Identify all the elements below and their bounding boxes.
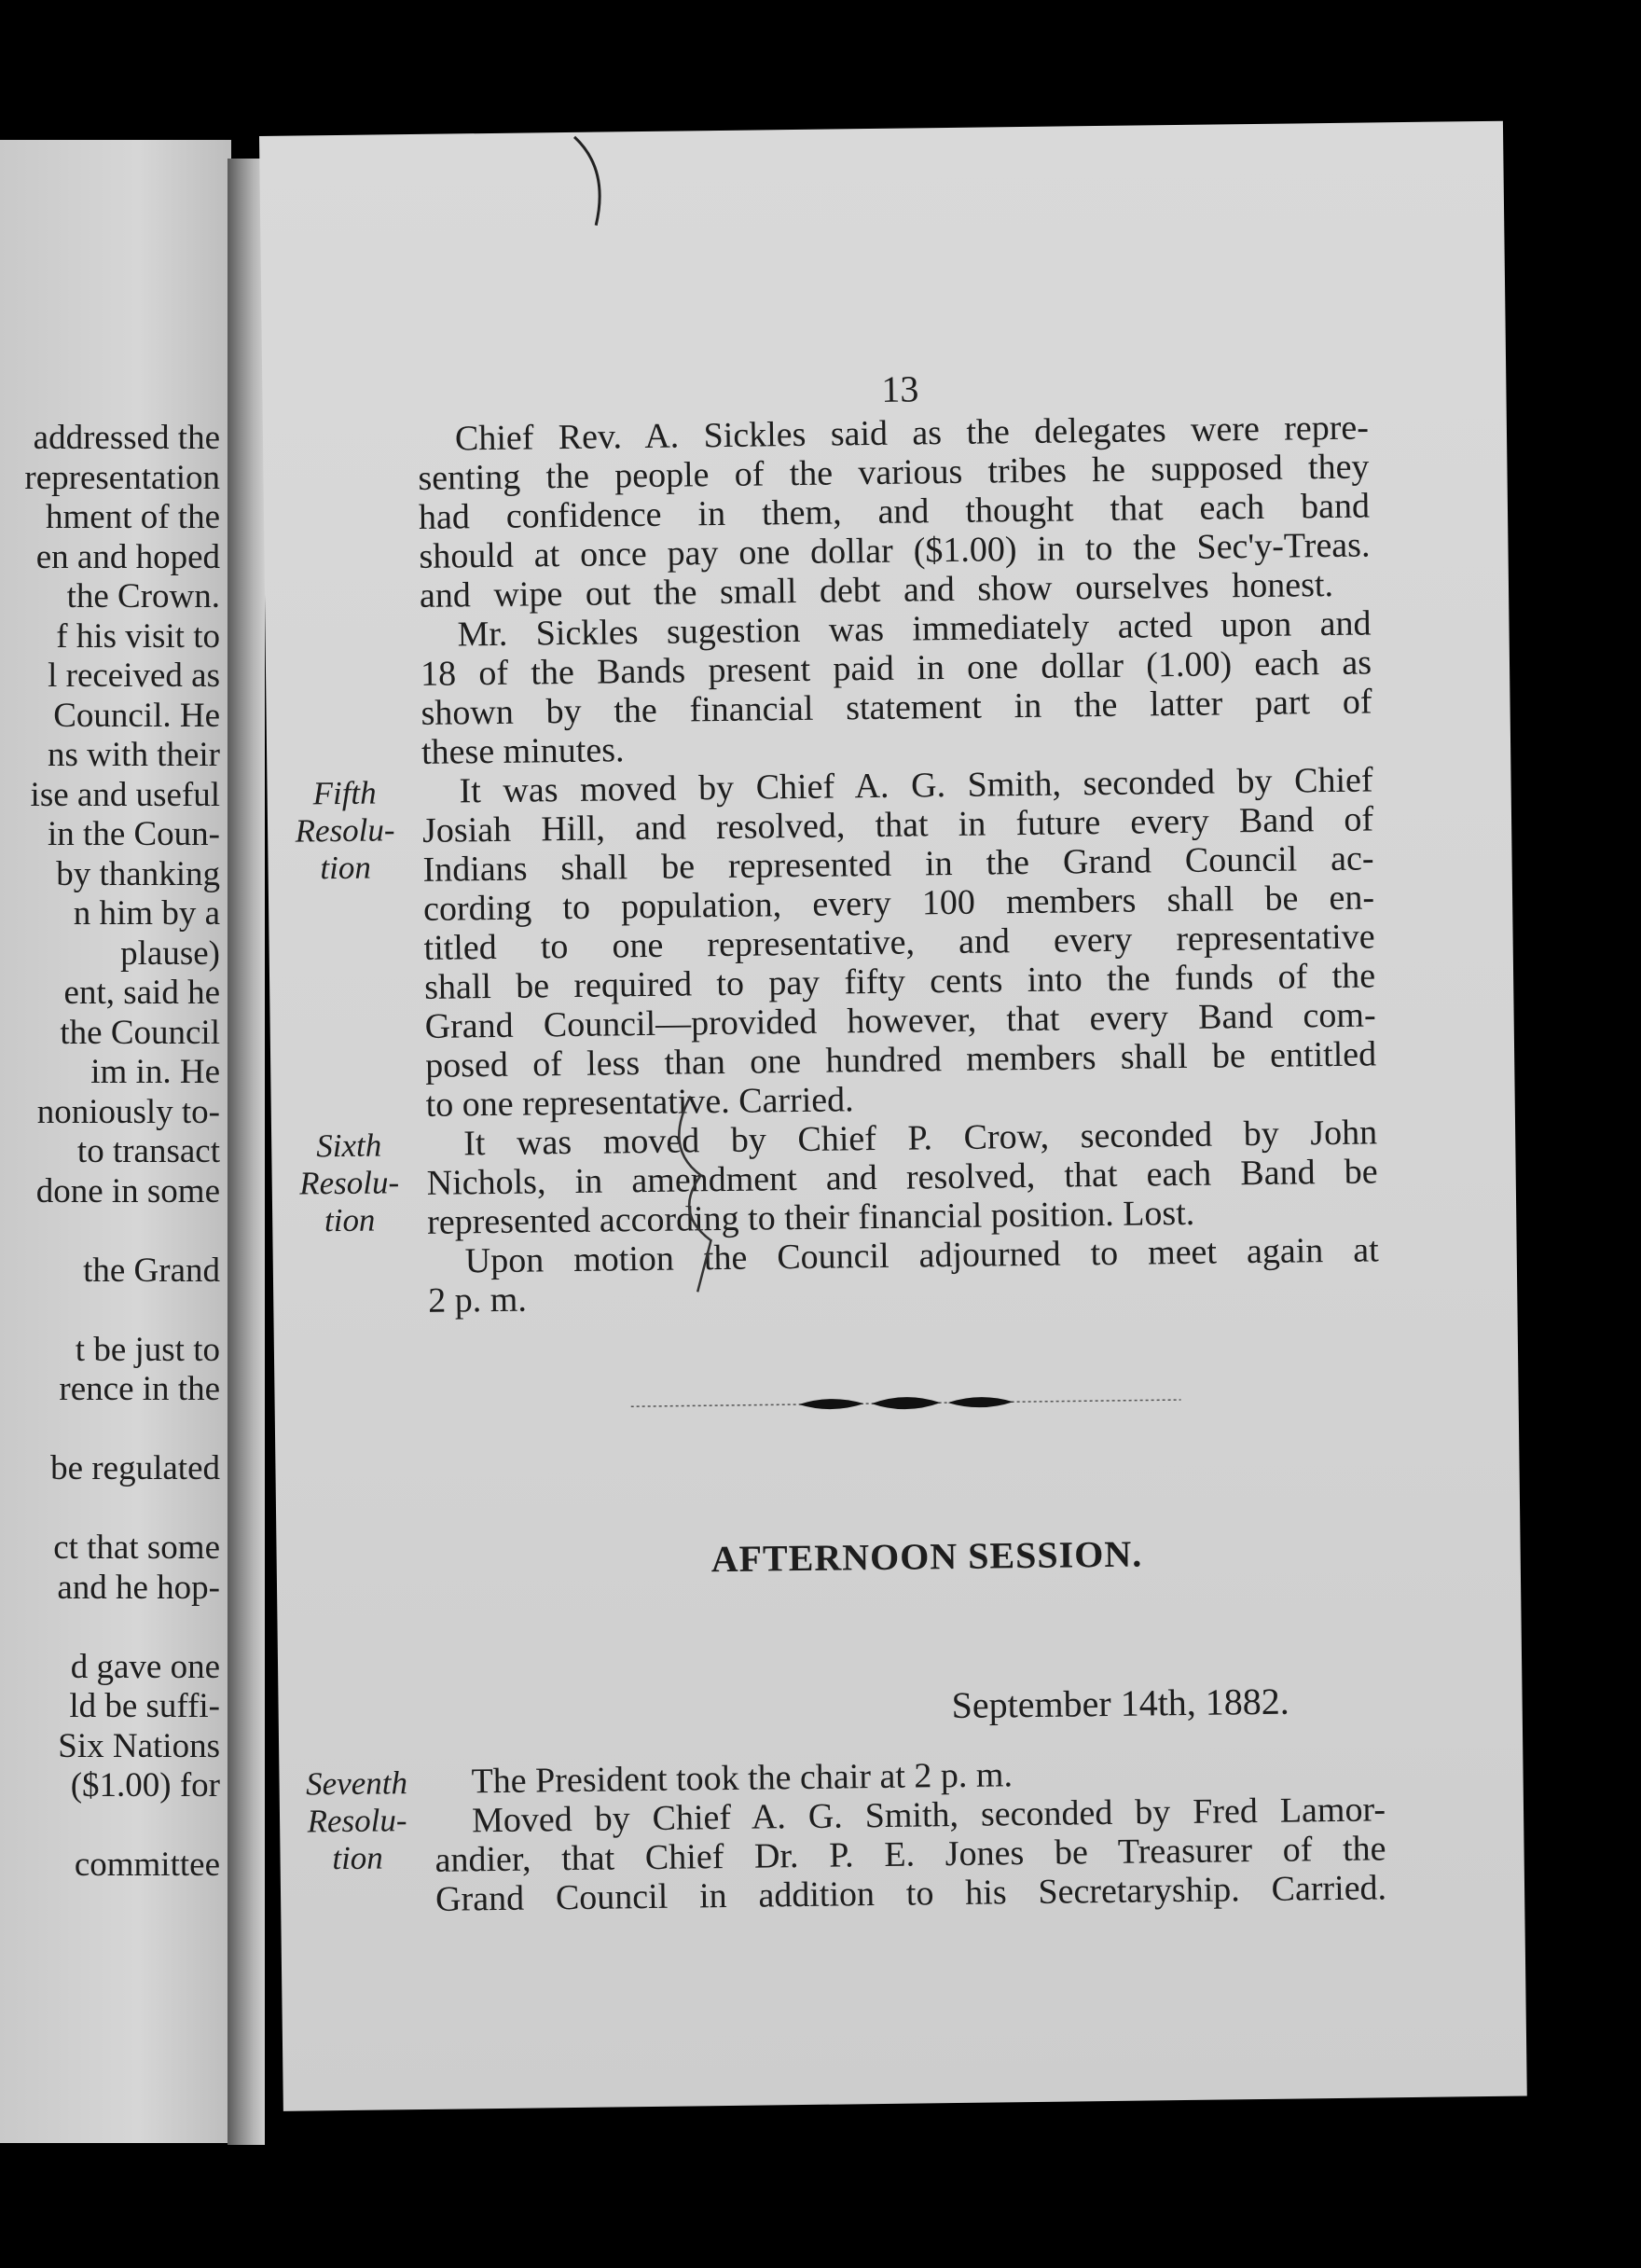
margin-note-line: tion xyxy=(320,849,372,887)
pencil-mark xyxy=(654,1091,740,1297)
left-page-line: t be just to xyxy=(75,1330,220,1369)
text-line: It was moved by Chief P. Crow, seconded by John xyxy=(462,1113,1378,1164)
margin-note-line: Fifth xyxy=(312,774,377,812)
text-line: and wipe out the small debt and show ourselves honest. xyxy=(419,564,1334,615)
text-line: shall be required to pay fifty cents into the funds of the xyxy=(423,956,1376,1007)
text-line: Mr. Sickles sugestion was immediately acted upon and xyxy=(457,603,1372,655)
text-line: Grand Council in addition to his Secretaryship. Carried. xyxy=(434,1868,1387,1919)
left-page-line: and he hop- xyxy=(57,1568,220,1607)
margin-note-seventh-resolution xyxy=(286,1764,427,1878)
left-page-line: done in some xyxy=(35,1171,220,1210)
margin-note-line: tion xyxy=(332,1839,384,1877)
text-line: Josiah Hill, and resolved, that in future every Band of xyxy=(421,799,1374,850)
text-line: had confidence in them, and thought that each band xyxy=(418,486,1371,537)
text-line: posed of less than one hundred members shall be entitled xyxy=(424,1034,1377,1086)
pencil-mark xyxy=(567,131,624,235)
text-line: cording to population, every 100 members shall be en- xyxy=(422,878,1375,929)
left-page-line: noniously to- xyxy=(36,1092,220,1131)
session-date: September 14th, 1882. xyxy=(951,1680,1290,1727)
text-line: to one representative. Carried. xyxy=(425,1080,854,1125)
margin-note-line: Sixth xyxy=(315,1127,382,1165)
text-line: 2 p. m. xyxy=(428,1279,528,1321)
left-page-line: addressed the xyxy=(33,419,220,457)
margin-note-line: Resolu- xyxy=(295,811,395,850)
text-line: Grand Council—provided however, that every Band com- xyxy=(424,995,1376,1046)
text-line: The President took the chair at 2 p. m. xyxy=(471,1755,1014,1802)
left-page xyxy=(0,140,231,2143)
book-gutter xyxy=(228,159,265,2145)
text-line: andier, that Chief Dr. P. E. Jones be Treasurer of the xyxy=(434,1829,1386,1880)
text-line: Upon motion the Council adjourned to meet again at xyxy=(464,1230,1379,1281)
right-page xyxy=(259,121,1527,2111)
left-page-line: n him by a xyxy=(73,894,220,933)
left-page-line: rence in the xyxy=(59,1370,220,1408)
left-page-line: ld be suffi- xyxy=(69,1687,220,1725)
left-page-line: ct that some xyxy=(53,1528,220,1567)
left-page-line: im in. He xyxy=(90,1053,220,1091)
text-line: Chief Rev. A. Sickles said as the delegates were repre- xyxy=(454,408,1370,459)
left-page-line: en and hoped xyxy=(35,537,220,576)
left-page-line: ns with their xyxy=(48,736,220,774)
page-number: 13 xyxy=(881,367,919,410)
text-line: It was moved by Chief A. G. Smith, seconded by Chief xyxy=(459,760,1373,811)
text-line: Moved by Chief A. G. Smith, seconded by Fred Lamor- xyxy=(471,1790,1386,1841)
margin-note-fifth-resolution xyxy=(274,774,415,888)
left-page-line: committee xyxy=(74,1846,220,1884)
left-page-line: ent, said he xyxy=(63,974,220,1012)
left-page-line: the Council xyxy=(60,1013,220,1052)
margin-note-line: Seventh xyxy=(305,1764,408,1803)
left-page-line: by thanking xyxy=(56,854,220,893)
margin-note-line: Resolu- xyxy=(299,1164,400,1202)
text-line: these minutes. xyxy=(421,730,625,772)
left-page-line: the Grand xyxy=(83,1251,220,1290)
left-page-line: ise and useful xyxy=(30,775,220,814)
margin-note-sixth-resolution xyxy=(279,1127,420,1240)
session-heading: AFTERNOON SESSION. xyxy=(710,1532,1143,1581)
left-page-line: f his visit to xyxy=(56,616,220,656)
text-line: Indians shall be represented in the Grand Council ac- xyxy=(422,838,1374,890)
left-page-line: hment of the xyxy=(45,498,220,536)
left-page-line: Six Nations xyxy=(58,1726,220,1765)
ornamental-divider xyxy=(630,1386,1180,1420)
text-line: should at once pay one dollar ($1.00) in to the Sec'y-Treas. xyxy=(419,525,1371,576)
text-line: shown by the financial statement in the latter part of xyxy=(421,682,1372,733)
left-page-line: be regulated xyxy=(50,1449,220,1487)
left-page-line: in the Coun- xyxy=(48,815,220,853)
text-line: Nichols, in amendment and resolved, that each Band be xyxy=(426,1152,1378,1203)
text-line: 18 of the Bands present paid in one dollar (1.00) each as xyxy=(420,643,1372,694)
margin-note-line: tion xyxy=(324,1201,376,1239)
afternoon-text-block xyxy=(434,1750,1387,1919)
left-page-line: l received as xyxy=(48,657,220,695)
left-page-line: representation xyxy=(24,458,220,497)
left-page-line: the Crown. xyxy=(66,577,220,615)
text-line: senting the people of the various tribes he supposed they xyxy=(418,447,1370,498)
text-line: titled to one representative, and every representative xyxy=(423,917,1375,968)
left-page-line: to transact xyxy=(76,1132,220,1170)
left-page-line: ($1.00) for xyxy=(70,1766,220,1805)
left-page-line: d gave one xyxy=(70,1647,220,1686)
margin-note-line: Resolu- xyxy=(307,1802,407,1840)
left-page-line: Council. He xyxy=(53,696,220,735)
left-page-line: plause) xyxy=(120,933,220,973)
text-line: represented according to their financial position. Lost. xyxy=(426,1193,1195,1242)
